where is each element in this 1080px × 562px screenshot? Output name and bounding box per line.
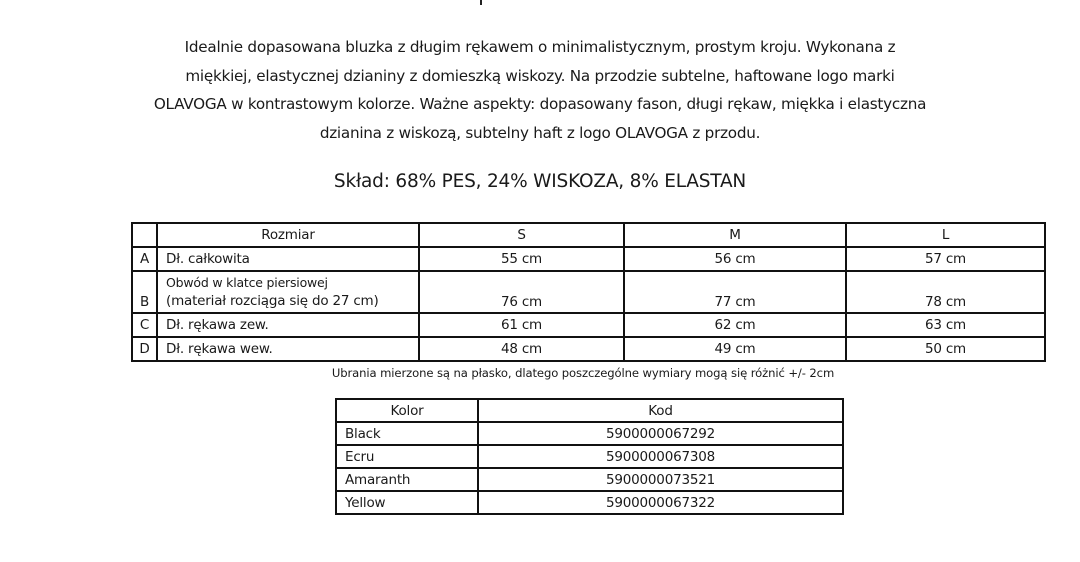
value-m: 62 cm — [624, 313, 846, 337]
table-row — [336, 422, 843, 445]
color-code: 5900000067308 — [478, 445, 843, 468]
product-description — [100, 33, 980, 147]
description-line: OLAVOGA w kontrastowym kolorze. Ważne aspekty: dopasowany fason, długi rękaw, miękka i elastyczna — [153, 95, 927, 113]
color-name: Black — [336, 422, 478, 445]
value-l: 78 cm — [846, 271, 1045, 313]
header-rozmiar: Rozmiar — [157, 223, 419, 247]
header-kolor: Kolor — [336, 399, 478, 422]
row-letter: B — [132, 271, 157, 313]
row-letter: A — [132, 247, 157, 271]
color-name: Yellow — [336, 491, 478, 514]
row-letter: C — [132, 313, 157, 337]
table-row — [336, 445, 843, 468]
header-kod: Kod — [478, 399, 843, 422]
header-size-s: S — [419, 223, 624, 247]
description-line: dzianina z wiskozą, subtelny haft z logo OLAVOGA z przodu. — [319, 123, 761, 142]
color-table-header — [336, 399, 843, 422]
color-name: Ecru — [336, 445, 478, 468]
value-s: 55 cm — [419, 247, 624, 271]
cropped-text-fragment — [480, 0, 482, 5]
table-row — [132, 271, 1045, 313]
color-code-table — [335, 398, 844, 515]
value-l: 63 cm — [846, 313, 1045, 337]
header-size-l: L — [846, 223, 1045, 247]
value-l: 57 cm — [846, 247, 1045, 271]
table-row — [132, 313, 1045, 337]
value-m: 56 cm — [624, 247, 846, 271]
value-s: 61 cm — [419, 313, 624, 337]
header-size-m: M — [624, 223, 846, 247]
table-row — [336, 468, 843, 491]
size-table — [131, 222, 1046, 362]
row-label: Dł. rękawa wew. — [157, 337, 419, 361]
table-row — [336, 491, 843, 514]
measurement-note: Ubrania mierzone są na płasko, dlatego poszczególne wymiary mogą się różnić +/- 2cm — [331, 366, 835, 380]
table-row — [132, 337, 1045, 361]
description-line: miękkiej, elastycznej dzianiny z domieszką wiskozy. Na przodzie subtelne, haftowane logo marki — [185, 66, 895, 85]
composition: Skład: 68% PES, 24% WISKOZA, 8% ELASTAN — [333, 171, 747, 192]
value-m: 77 cm — [624, 271, 846, 313]
color-code: 5900000073521 — [478, 468, 843, 491]
row-label-line: (materiał rozciąga się do 27 cm) — [166, 293, 379, 309]
value-s: 48 cm — [419, 337, 624, 361]
color-code: 5900000067322 — [478, 491, 843, 514]
row-label-line: Obwód w klatce piersiowej — [166, 275, 328, 290]
value-m: 49 cm — [624, 337, 846, 361]
row-letter: D — [132, 337, 157, 361]
row-label: Dł. całkowita — [157, 247, 419, 271]
color-code: 5900000067292 — [478, 422, 843, 445]
value-s: 76 cm — [419, 271, 624, 313]
description-line: Idealnie dopasowana bluzka z długim rękawem o minimalistycznym, prostym kroju. Wykonana z — [184, 38, 896, 56]
color-name: Amaranth — [336, 468, 478, 491]
row-label — [157, 271, 419, 313]
table-row — [132, 247, 1045, 271]
row-label: Dł. rękawa zew. — [157, 313, 419, 337]
empty-cell — [132, 223, 157, 247]
value-l: 50 cm — [846, 337, 1045, 361]
size-table-header — [132, 223, 1045, 247]
